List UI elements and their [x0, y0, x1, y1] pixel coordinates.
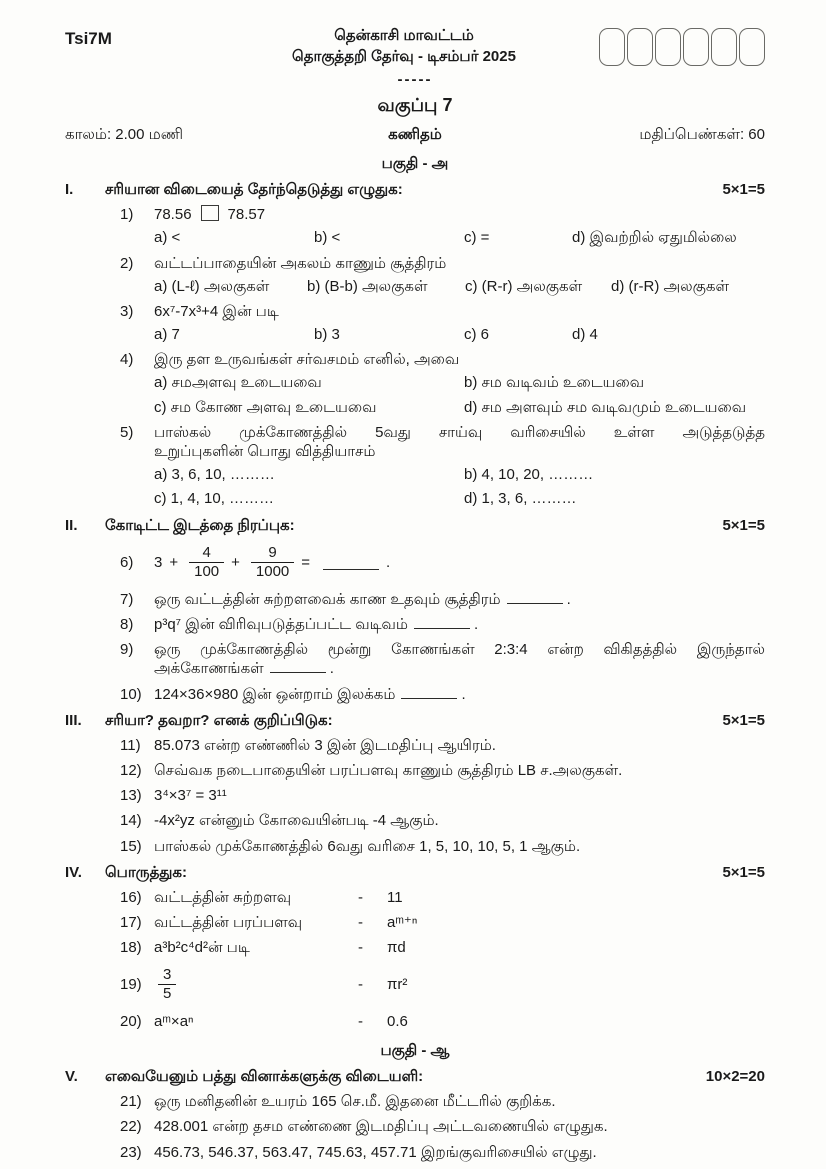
match-left-item: வட்டத்தின் சுற்றளவு [154, 889, 292, 907]
section-marks: 10×2=20 [705, 1067, 765, 1085]
question-number: 21) [120, 1093, 142, 1111]
option-a: a) 7 [154, 326, 180, 344]
match-right-item: πr² [387, 976, 408, 993]
fraction [251, 545, 294, 581]
section-numeral: V. [65, 1067, 78, 1085]
question-text [154, 685, 765, 704]
math-plus: + [231, 554, 240, 572]
question-14 [120, 811, 765, 830]
option-b: b) (B-b) அலகுகள் [307, 277, 428, 295]
option-c: c) 1, 4, 10, ……… [154, 490, 275, 508]
fraction-denominator: 5 [163, 985, 172, 1003]
option-a: a) 3, 6, 10, ……… [154, 466, 275, 484]
option-d: d) 4 [572, 326, 598, 344]
match-row-16 [120, 888, 765, 907]
question-number: 7) [120, 590, 134, 608]
option-c: c) 6 [464, 326, 490, 344]
question-text [154, 423, 765, 461]
paper-code: Tsi7M [65, 29, 112, 48]
question-text: 3⁴×3⁷ = 3¹¹ [154, 787, 227, 805]
option-c: c) = [464, 229, 490, 247]
match-left-item [154, 967, 358, 1003]
question-22 [120, 1117, 765, 1136]
roll-number-box [627, 28, 653, 66]
match-right-item: 0.6 [387, 1012, 408, 1030]
question-number: 4) [120, 351, 134, 369]
match-right-item: πd [387, 939, 406, 957]
sentence-period: . [473, 615, 479, 633]
question-line-2 [154, 659, 765, 678]
question-number: 20) [120, 1012, 142, 1030]
section-5-heading [65, 1067, 765, 1086]
question-12 [120, 761, 765, 780]
question-line-1: பாஸ்கல் முக்கோணத்தில் 5வது சாய்வு வரிசையில் உள்ள அடுத்தடுத்த [154, 423, 765, 441]
district-title: தென்காசி மாவட்டம் [334, 27, 474, 44]
question-text: ஒரு மனிதனின் உயரம் 165 செ.மீ. இதனை மீட்டரில் குறிக்க. [154, 1093, 556, 1111]
section-marks: 5×1=5 [722, 180, 765, 198]
question-number: 5) [120, 423, 134, 441]
section-2-heading [65, 516, 765, 535]
section-title: சரியான விடையைத் தேர்ந்தெடுத்து எழுதுக: [105, 180, 403, 198]
exam-title: தொகுத்தறி தேர்வு - டிசம்பர் 2025 [292, 48, 516, 66]
sentence-period: . [329, 660, 334, 678]
option-c: c) சம கோண அளவு உடையவை [154, 398, 377, 416]
question-text: பாஸ்கல் முக்கோணத்தில் 6வது வரிசை 1, 5, 10, 10, 5, 1 ஆகும். [154, 837, 581, 855]
question-text [154, 640, 765, 678]
question-body: அக்கோணங்கள் [154, 660, 264, 678]
math-plus: + [169, 554, 179, 572]
subject-title: கணிதம் [388, 125, 442, 143]
match-dash: - [358, 914, 363, 932]
total-marks: மதிப்பெண்கள்: 60 [639, 125, 765, 143]
fraction-numerator: 9 [251, 545, 294, 564]
option-b: b) 3 [314, 326, 340, 344]
question-2-options [154, 277, 765, 296]
blank-line [507, 590, 563, 604]
section-title: சரியா? தவறா? எனக் குறிப்பிடுக: [105, 711, 333, 729]
section-marks: 5×1=5 [722, 711, 765, 729]
question-body: ஒரு வட்டத்தின் சுற்றளவைக் காண உதவும் சூத்திரம் [154, 590, 501, 608]
exam-time: காலம்: 2.00 மணி [65, 125, 184, 143]
separator-dashes: ----- [397, 71, 433, 89]
question-5-options [154, 465, 765, 508]
question-1 [120, 205, 765, 224]
match-row-18 [120, 938, 765, 957]
question-text: 6x⁷-7x³+4 இன் படி [154, 302, 279, 320]
question-number: 10) [120, 685, 142, 703]
section-numeral: IV. [65, 863, 82, 881]
question-number: 6) [120, 554, 134, 572]
question-9 [120, 640, 765, 678]
section-1-heading [65, 180, 765, 199]
answer-box [201, 205, 219, 221]
question-number: 18) [120, 939, 142, 957]
question-text [154, 205, 765, 224]
question-15 [120, 837, 765, 856]
fraction [158, 967, 176, 1003]
option-a: a) (L-ℓ) அலகுகள் [154, 277, 270, 295]
roll-number-box [711, 28, 737, 66]
option-d: d) 1, 3, 6, ……… [464, 490, 577, 508]
question-8 [120, 615, 765, 634]
fraction-numerator: 4 [189, 545, 224, 564]
class-title: வகுப்பு 7 [377, 94, 453, 115]
exam-meta-row [65, 125, 765, 144]
section-numeral: II. [65, 516, 78, 534]
roll-number-box [683, 28, 709, 66]
header-center [215, 26, 593, 68]
question-number: 17) [120, 914, 142, 932]
match-right-item: aᵐ⁺ⁿ [387, 914, 418, 932]
question-number: 1) [120, 206, 134, 224]
fraction-numerator: 3 [158, 967, 176, 986]
question-3 [120, 302, 765, 321]
question-7 [120, 590, 765, 609]
match-row-17 [120, 913, 765, 932]
fraction-denominator: 100 [194, 563, 220, 581]
question-line-1: ஒரு முக்கோணத்தில் மூன்று கோணங்கள் 2:3:4 என்ற விகிதத்தில் இருந்தால் [154, 641, 765, 659]
question-23 [120, 1143, 765, 1162]
blank-line [270, 659, 326, 673]
question-5 [120, 423, 765, 461]
question-13 [120, 786, 765, 805]
q1-left-number: 78.56 [154, 206, 192, 224]
question-text: வட்டப்பாதையின் அகலம் காணும் சூத்திரம் [154, 254, 447, 272]
option-c: c) (R-r) அலகுகள் [465, 277, 583, 295]
question-body: p³q⁷ இன் விரிவுபடுத்தப்பட்ட வடிவம் [154, 615, 408, 633]
match-dash: - [358, 939, 363, 957]
section-title: கோடிட்ட இடத்தை நிரப்புக: [105, 516, 295, 534]
question-number: 22) [120, 1118, 142, 1136]
option-b: b) 4, 10, 20, ……… [464, 466, 594, 484]
roll-number-box [599, 28, 625, 66]
sentence-period: . [461, 685, 466, 703]
sentence-period: . [386, 554, 391, 572]
option-a: a) சமஅளவு உடையவை [154, 374, 322, 392]
section-title: எவையேனும் பத்து வினாக்களுக்கு விடையளி: [105, 1067, 424, 1085]
question-text [154, 615, 765, 634]
question-expression [154, 545, 765, 581]
question-text: -4x²yz என்னும் கோவையின்படி -4 ஆகும். [154, 812, 439, 830]
sentence-period: . [566, 590, 571, 608]
question-text: 428.001 என்ற தசம எண்ணை இடமதிப்பு அட்டவணையில் எழுதுக. [154, 1118, 608, 1136]
match-left-item: aᵐ×aⁿ [154, 1012, 194, 1030]
question-number: 19) [120, 976, 142, 993]
option-d: d) (r-R) அலகுகள் [611, 277, 729, 295]
match-dash: - [358, 1012, 363, 1030]
section-numeral: III. [65, 711, 82, 729]
option-b: b) < [314, 229, 341, 247]
math-whole: 3 [154, 554, 163, 572]
question-4 [120, 350, 765, 369]
match-row-20 [120, 1012, 765, 1031]
section-numeral: I. [65, 180, 74, 198]
fraction [189, 545, 224, 581]
fraction-denominator: 1000 [255, 563, 290, 581]
blank-line [414, 615, 470, 629]
question-number: 8) [120, 615, 134, 633]
question-number: 9) [120, 641, 134, 659]
question-number: 14) [120, 812, 142, 830]
match-left-item: a³b²c⁴d²ன் படி [154, 939, 250, 957]
question-number: 3) [120, 302, 134, 320]
roll-number-boxes [593, 26, 765, 66]
section-4-heading [65, 863, 765, 882]
question-11 [120, 736, 765, 755]
question-10 [120, 685, 765, 704]
section-marks: 5×1=5 [722, 516, 765, 534]
question-number: 16) [120, 889, 142, 907]
part-b-label: பகுதி - ஆ [380, 1041, 450, 1059]
question-21 [120, 1092, 765, 1111]
question-number: 13) [120, 787, 142, 805]
section-3-heading [65, 711, 765, 730]
question-number: 11) [120, 736, 141, 754]
match-left-item: வட்டத்தின் பரப்பளவு [154, 914, 303, 932]
question-6 [120, 545, 765, 581]
roll-number-box [739, 28, 765, 66]
option-b: b) சம வடிவம் உடையவை [464, 374, 645, 392]
option-a: a) < [154, 229, 181, 247]
question-text: செவ்வக நடைபாதையின் பரப்பளவு காணும் சூத்திரம் LB ச.அலகுகள். [154, 762, 623, 780]
match-row-19 [120, 967, 765, 1003]
question-text: 85.073 என்ற எண்ணில் 3 இன் இடமதிப்பு ஆயிரம். [154, 736, 496, 754]
question-text: 456.73, 546.37, 563.47, 745.63, 457.71 இறங்குவரிசையில் எழுது. [154, 1143, 597, 1161]
roll-number-box [655, 28, 681, 66]
question-number: 12) [120, 762, 142, 780]
option-d: d) சம அளவும் சம வடிவமும் உடையவை [464, 398, 747, 416]
part-a-label: பகுதி - அ [381, 154, 449, 172]
math-equals: = [301, 554, 311, 572]
match-dash: - [358, 889, 363, 907]
question-text [154, 590, 765, 609]
question-4-options [154, 373, 765, 416]
section-marks: 5×1=5 [722, 863, 765, 881]
question-2 [120, 254, 765, 273]
q1-right-number: 78.57 [227, 206, 266, 224]
match-right-item: 11 [387, 889, 403, 907]
question-line-2: உறுப்புகளின் பொது வித்தியாசம் [154, 443, 376, 461]
blank-line [401, 685, 457, 699]
question-text: இரு தள உருவங்கள் சர்வசமம் எனில், அவை [154, 351, 460, 369]
question-body: 124×36×980 இன் ஒன்றாம் இலக்கம் [154, 685, 396, 703]
question-number: 15) [120, 837, 142, 855]
question-number: 2) [120, 254, 134, 272]
blank-line [323, 556, 379, 570]
question-1-options [154, 228, 765, 247]
question-3-options [154, 325, 765, 344]
header [65, 26, 765, 68]
section-title: பொருத்துக: [105, 863, 187, 881]
option-d: d) இவற்றில் ஏதுமில்லை [572, 229, 737, 247]
question-number: 23) [120, 1143, 142, 1161]
match-dash: - [358, 976, 363, 993]
